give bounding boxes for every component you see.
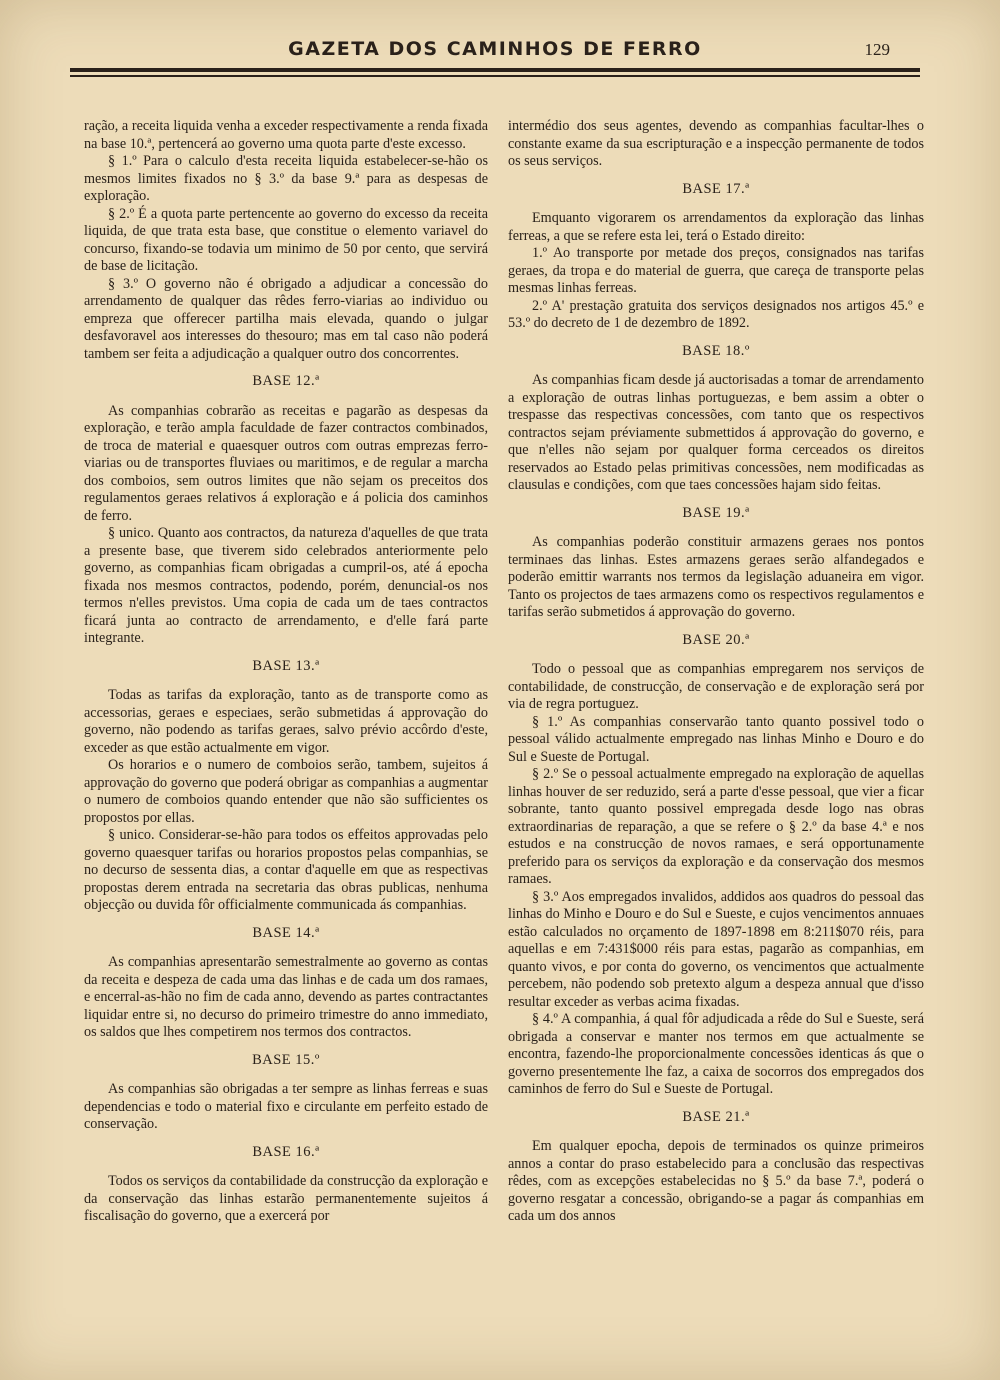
paragraph: Todos os serviços da contabilidade da construcção da exploração e da conservação das linhas estarão permanentemente sujeitos á fiscalisação do governo, que a exercerá por — [84, 1173, 488, 1224]
paragraph: As companhias poderão constituir armazens geraes nos pontos terminaes das linhas. Estes armazens geraes serão alfandegados e poderão emittir warrants nos termos da legislação aduaneira em vigor. Tanto os projectos de taes armazens como os respectivos regulamentos e tarifas serão submetidos á approvação do governo. — [508, 534, 924, 620]
paragraph: § 2.º Se o pessoal actualmente empregado na exploração de aquellas linhas houver de ser reduzido, será a parte d'esse pessoal, que vier a ficar sobrante, tanto quanto possivel empregada desde logo nas obras extraordinarias de reparação, a que se refere o § 2.º da base 4.ª e nos estudos e na construcção de novos ramaes, e será opportunamente preferido para os serviços da exploração e da conservação dos mesmos ramaes. — [508, 766, 924, 887]
page-number: 129 — [864, 40, 890, 59]
paragraph: As companhias são obrigadas a ter sempre as linhas ferreas e suas dependencias e todo o material fixo e circulante em perfeito estado de conservação. — [84, 1081, 488, 1132]
paragraph: As companhias ficam desde já auctorisadas a tomar de arrendamento a exploração de outras linhas portuguezas, e bem assim a obter o trespasse das respectivas concessões, com tanto que os respectivos contractos sejam préviamente submettidos á approvação do governo, e que n'elles não sejam por qualquer forma cerceados os direitos reservados ao Estado pelas primitivas concessões, nem modificadas as clausulas e condições, com que taes concessões hajam sido feitas. — [508, 372, 924, 493]
paragraph: § 3.º Aos empregados invalidos, addidos aos quadros do pessoal das linhas do Minho e Douro e do Sul e Sueste, e cujos vencimentos annuaes estão calculados no orçamento de 1897-1898 em 8:211$070 réis, para aquellas e em 7:431$000 réis para estas, pagarão as companhias, em quanto vivos, e por conta do governo, os vencimentos que actualmente percebem, não podendo sob pretexto algum a despeza annual que d'isso resultar exceder as verbas acima fixadas. — [508, 888, 924, 1010]
paragraph: § 1.º Para o calculo d'esta receita liquida estabelecer-se-hão os mesmos limites fixados no § 3.º da base 9.ª para as despesas de exploração. — [84, 153, 488, 204]
section-heading: BASE 21.ª — [682, 1108, 750, 1125]
right-column — [508, 118, 924, 1226]
paragraph: Todo o pessoal que as companhias empregarem nos serviços de contabilidade, de construcção, de conservação e de exploração será por via de regra portuguez. — [508, 661, 924, 712]
section-heading: BASE 18.º — [682, 342, 750, 359]
section-heading: BASE 16.ª — [252, 1143, 320, 1160]
paragraph: 1.º Ao transporte por metade dos preços, consignados nas tarifas geraes, da tropa e do material de guerra, que careça de transporte pelas mesmas linhas ferreas. — [508, 245, 924, 296]
section-heading: BASE 17.ª — [682, 180, 750, 197]
journal-title: GAZETA DOS CAMINHOS DE FERRO — [288, 38, 702, 60]
paragraph: § unico. Considerar-se-hão para todos os effeitos approvadas pelo governo quaesquer tarifas ou horarios propostos pelas companhias, se no decurso de sessenta dias, a contar d'aquelle em que as respectivas propostas derem entrada na secretaria das obras publicas, nenhuma objecção ou duvida fôr officialmente communicada ás companhias. — [84, 827, 488, 913]
section-heading: BASE 20.ª — [682, 631, 750, 648]
paragraph: Emquanto vigorarem os arrendamentos da exploração das linhas ferreas, a que se refere esta lei, terá o Estado direito: — [508, 210, 924, 244]
section-heading: BASE 15.º — [252, 1051, 320, 1068]
left-column — [84, 118, 488, 1226]
header-rule-thick — [70, 68, 920, 72]
paragraph: § 1.º As companhias conservarão tanto quanto possivel todo o pessoal válido actualmente empregado nas linhas Minho e Douro e do Sul e Sueste de Portugal. — [508, 713, 924, 765]
section-heading: BASE 19.ª — [682, 504, 750, 521]
paragraph: Os horarios e o numero de comboios serão, tambem, sujeitos á approvação do governo que poderá obrigar as companhias a augmentar o numero de comboios quando entender que não são sufficientes os propostos por ellas. — [84, 757, 488, 826]
paragraph: Todas as tarifas da exploração, tanto as de transporte como as accessorias, geraes e especiaes, serão submetidas á approvação do governo, não podendo as tarifas geraes, salvo prévio accôrdo d'este, exceder as que estão actualmente em vigor. — [84, 687, 488, 756]
section-heading: BASE 14.ª — [252, 924, 320, 941]
paragraph: § 3.º O governo não é obrigado a adjudicar a concessão do arrendamento de qualquer das rêdes ferro-viarias ao individuo ou empreza que offerecer partilha mais elevada, quando o julgar desfavoravel aos interesses do thesouro; mas em tal caso não poderá tambem ser feita a adjudicação a qualquer outro dos concorrentes. — [84, 275, 488, 362]
paragraph: § 2.º É a quota parte pertencente ao governo do excesso da receita liquida, de que trata esta base, que constitue o elemento variavel do concurso, fixando-se todavia um minimo de 50 por cento, que servirá de base de licitação. — [84, 205, 488, 274]
page-header — [70, 38, 920, 68]
paragraph: ração, a receita liquida venha a exceder respectivamente a renda fixada na base 10.ª, pertencerá ao governo uma quota parte d'este excesso. — [84, 118, 488, 152]
paragraph: As companhias cobrarão as receitas e pagarão as despesas da exploração, e terão ampla faculdade de fazer contractos combinados, de troca de material e quaesquer outros com outras emprezas ferro-viarias ou de transportes fluviaes ou maritimos, e de regular a marcha dos comboios, sem outros limites que não sejam os preceitos dos regulamentos geraes relativos á exploração e á policia dos caminhos de ferro. — [84, 402, 488, 524]
paragraph: 2.º A' prestação gratuita dos serviços designados nos artigos 45.º e 53.º do decreto de 1 de dezembro de 1892. — [508, 297, 924, 331]
section-heading: BASE 13.ª — [252, 657, 320, 674]
section-heading: BASE 12.ª — [252, 373, 320, 389]
paragraph: § unico. Quanto aos contractos, da natureza d'aquelles de que trata a presente base, que tiverem sido celebrados anteriormente pelo governo, as companhias ficam obrigadas a cumpril-os, até á epocha fixada nos mesmos contractos, podendo, porém, denuncial-os nos termos n'elles previstos. Uma copia de cada um de taes contractos ficará junta ao contracto de arrendamento, e d'elle fará parte integrante. — [84, 525, 488, 646]
paragraph: intermédio dos seus agentes, devendo as companhias facultar-lhes o constante exame da sua escripturação e a inspecção permanente de todos os seus serviços. — [508, 118, 924, 169]
paragraph: § 4.º A companhia, á qual fôr adjudicada a rêde do Sul e Sueste, será obrigada a conservar e manter nos termos em que actualmente se encontra, fazendo-lhe proporcionalmente concessões identicas ás que o governo presentemente lhe faz, a caixa de socorros dos empregados dos caminhos de ferro do Sul e Sueste de Portugal. — [508, 1011, 924, 1097]
paragraph: Em qualquer epocha, depois de terminados os quinze primeiros annos a contar do praso estabelecido para a conclusão das respectivas rêdes, com as excepções estabelecidas no § 5.º da base 7.ª, poderá o governo resgatar a concessão, obrigando-se a pagar ás companhias em cada um dos annos — [508, 1138, 924, 1224]
header-rule-thin — [70, 75, 920, 77]
paragraph: As companhias apresentarão semestralmente ao governo as contas da receita e despeza de cada uma das linhas e de cada um dos ramaes, e encerral-as-hão no fim de cada anno, devendo as partes contractantes liquidar entre si, no decurso do primeiro trimestre do anno immediato, os saldos que lhes competirem nos termos dos contractos. — [84, 954, 488, 1040]
